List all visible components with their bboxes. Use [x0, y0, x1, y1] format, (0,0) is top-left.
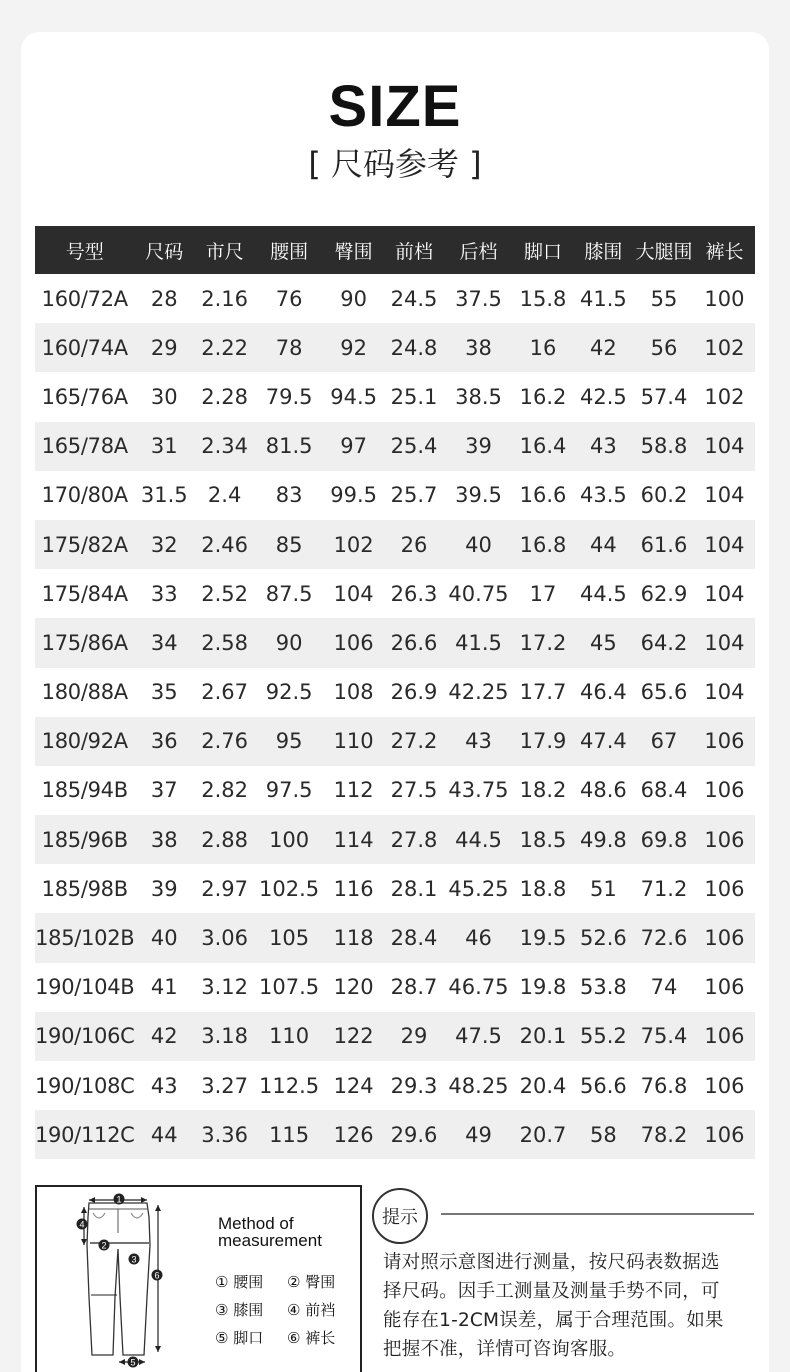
table-row [35, 372, 755, 421]
table-cell: 65.6 [634, 668, 694, 717]
table-cell: 56.6 [573, 1061, 634, 1110]
table-cell: 104 [694, 668, 755, 717]
table-cell: 37 [135, 766, 194, 815]
method-line-1: Method of [218, 1214, 294, 1233]
table-cell: 160/74A [35, 323, 135, 372]
table-cell: 2.34 [194, 422, 255, 471]
table-cell: 42 [135, 1012, 194, 1061]
table-cell: 2.76 [194, 717, 255, 766]
table-cell: 41 [135, 963, 194, 1012]
table-cell: 3.12 [194, 963, 255, 1012]
table-row [35, 766, 755, 815]
table-cell: 20.1 [513, 1012, 572, 1061]
table-cell: 190/112C [35, 1110, 135, 1159]
table-cell: 38 [444, 323, 514, 372]
table-cell: 104 [694, 618, 755, 667]
table-cell: 175/86A [35, 618, 135, 667]
marker-2: 2 [101, 1240, 107, 1251]
table-row [35, 274, 755, 323]
table-cell: 79.5 [255, 372, 323, 421]
table-cell: 19.8 [513, 963, 572, 1012]
table-cell: 75.4 [634, 1012, 694, 1061]
table-cell: 64.2 [634, 618, 694, 667]
table-cell: 118 [323, 913, 384, 962]
table-cell: 92.5 [255, 668, 323, 717]
table-cell: 3.27 [194, 1061, 255, 1110]
table-cell: 17.7 [513, 668, 572, 717]
table-cell: 16.6 [513, 471, 572, 520]
table-cell: 53.8 [573, 963, 634, 1012]
method-heading [218, 1215, 322, 1249]
table-cell: 160/72A [35, 274, 135, 323]
table-cell: 106 [694, 815, 755, 864]
table-row [35, 963, 755, 1012]
table-cell: 60.2 [634, 471, 694, 520]
table-cell: 24.8 [384, 323, 443, 372]
table-cell: 2.28 [194, 372, 255, 421]
table-cell: 32 [135, 520, 194, 569]
table-cell: 99.5 [323, 471, 384, 520]
table-row [35, 618, 755, 667]
table-cell: 2.82 [194, 766, 255, 815]
tip-label: 提示 [382, 1207, 418, 1228]
table-cell: 43 [573, 422, 634, 471]
table-cell: 62.9 [634, 569, 694, 618]
table-cell: 102 [323, 520, 384, 569]
table-cell: 2.67 [194, 668, 255, 717]
table-cell: 170/80A [35, 471, 135, 520]
table-cell: 41.5 [573, 274, 634, 323]
page-subtitle: [ 尺码参考 ] [308, 145, 482, 183]
table-cell: 58 [573, 1110, 634, 1159]
table-cell: 104 [694, 422, 755, 471]
tip-line-4: 把握不准，详情可咨询客服。 [383, 1339, 627, 1360]
table-cell: 112 [323, 766, 384, 815]
tip-line-1: 请对照示意图进行测量，按尺码表数据选 [383, 1252, 720, 1273]
table-cell: 17.2 [513, 618, 572, 667]
table-cell: 72.6 [634, 913, 694, 962]
table-cell: 110 [323, 717, 384, 766]
marker-4: 4 [79, 1219, 85, 1230]
column-header: 后档 [444, 226, 514, 274]
table-row [35, 717, 755, 766]
table-row [35, 1012, 755, 1061]
table-cell: 39 [444, 422, 514, 471]
table-cell: 106 [694, 864, 755, 913]
table-cell: 20.7 [513, 1110, 572, 1159]
table-cell: 114 [323, 815, 384, 864]
column-header: 腰围 [255, 226, 323, 274]
table-cell: 28.7 [384, 963, 443, 1012]
table-cell: 3.06 [194, 913, 255, 962]
table-row [35, 668, 755, 717]
table-cell: 69.8 [634, 815, 694, 864]
table-cell: 57.4 [634, 372, 694, 421]
table-cell: 185/98B [35, 864, 135, 913]
table-cell: 30 [135, 372, 194, 421]
table-cell: 46 [444, 913, 514, 962]
table-cell: 51 [573, 864, 634, 913]
table-row [35, 1061, 755, 1110]
table-cell: 180/88A [35, 668, 135, 717]
table-cell: 106 [323, 618, 384, 667]
tip-line-3: 能存在1-2CM误差，属于合理范围。如果 [383, 1310, 724, 1331]
table-cell: 49.8 [573, 815, 634, 864]
table-row [35, 569, 755, 618]
marker-1: 1 [116, 1194, 122, 1205]
table-cell: 16.4 [513, 422, 572, 471]
table-cell: 48.25 [444, 1061, 514, 1110]
table-cell: 46.4 [573, 668, 634, 717]
table-cell: 106 [694, 766, 755, 815]
table-cell: 78 [255, 323, 323, 372]
table-cell: 46.75 [444, 963, 514, 1012]
column-header: 前档 [384, 226, 443, 274]
table-cell: 165/78A [35, 422, 135, 471]
table-cell: 112.5 [255, 1061, 323, 1110]
table-row [35, 471, 755, 520]
measurement-diagram [35, 1185, 362, 1372]
table-cell: 18.2 [513, 766, 572, 815]
table-cell: 44.5 [444, 815, 514, 864]
table-cell: 25.4 [384, 422, 443, 471]
table-cell: 126 [323, 1110, 384, 1159]
table-row [35, 913, 755, 962]
table-cell: 39 [135, 864, 194, 913]
table-cell: 39.5 [444, 471, 514, 520]
table-cell: 35 [135, 668, 194, 717]
table-cell: 61.6 [634, 520, 694, 569]
table-cell: 43.5 [573, 471, 634, 520]
table-cell: 43 [444, 717, 514, 766]
measurement-legend [215, 1271, 355, 1348]
table-cell: 42.5 [573, 372, 634, 421]
table-cell: 124 [323, 1061, 384, 1110]
table-cell: 78.2 [634, 1110, 694, 1159]
table-cell: 67 [634, 717, 694, 766]
table-cell: 48.6 [573, 766, 634, 815]
table-cell: 45 [573, 618, 634, 667]
table-cell: 40.75 [444, 569, 514, 618]
table-cell: 106 [694, 1012, 755, 1061]
table-row [35, 323, 755, 372]
table-cell: 85 [255, 520, 323, 569]
table-cell: 97 [323, 422, 384, 471]
table-cell: 44 [573, 520, 634, 569]
table-cell: 37.5 [444, 274, 514, 323]
table-cell: 40 [444, 520, 514, 569]
table-cell: 29.6 [384, 1110, 443, 1159]
column-header: 臀围 [323, 226, 384, 274]
table-header-row [35, 226, 755, 274]
table-cell: 38 [135, 815, 194, 864]
table-cell: 25.7 [384, 471, 443, 520]
table-cell: 2.16 [194, 274, 255, 323]
table-cell: 100 [255, 815, 323, 864]
size-table [35, 226, 755, 1159]
table-cell: 18.5 [513, 815, 572, 864]
method-line-2: measurement [218, 1231, 322, 1250]
table-cell: 3.18 [194, 1012, 255, 1061]
table-cell: 108 [323, 668, 384, 717]
table-cell: 110 [255, 1012, 323, 1061]
legend-item: ② 臀围 [287, 1273, 336, 1291]
table-cell: 44.5 [573, 569, 634, 618]
table-cell: 175/82A [35, 520, 135, 569]
marker-6: 6 [154, 1270, 160, 1281]
table-cell: 31.5 [135, 471, 194, 520]
column-header: 号型 [35, 226, 135, 274]
table-cell: 16.8 [513, 520, 572, 569]
legend-item: ④ 前裆 [287, 1301, 336, 1319]
table-cell: 92 [323, 323, 384, 372]
table-cell: 33 [135, 569, 194, 618]
table-row [35, 1110, 755, 1159]
table-cell: 122 [323, 1012, 384, 1061]
table-cell: 165/76A [35, 372, 135, 421]
table-cell: 26.3 [384, 569, 443, 618]
table-cell: 34 [135, 618, 194, 667]
table-cell: 47.4 [573, 717, 634, 766]
table-cell: 2.46 [194, 520, 255, 569]
table-cell: 180/92A [35, 717, 135, 766]
table-cell: 20.4 [513, 1061, 572, 1110]
table-cell: 106 [694, 913, 755, 962]
table-cell: 43 [135, 1061, 194, 1110]
table-cell: 18.8 [513, 864, 572, 913]
table-cell: 27.8 [384, 815, 443, 864]
table-row [35, 422, 755, 471]
table-cell: 76.8 [634, 1061, 694, 1110]
tip-badge [372, 1188, 428, 1244]
table-cell: 105 [255, 913, 323, 962]
table-cell: 16 [513, 323, 572, 372]
table-cell: 2.58 [194, 618, 255, 667]
table-cell: 42 [573, 323, 634, 372]
table-cell: 185/102B [35, 913, 135, 962]
table-row [35, 815, 755, 864]
table-cell: 74 [634, 963, 694, 1012]
table-cell: 49 [444, 1110, 514, 1159]
table-cell: 190/104B [35, 963, 135, 1012]
table-cell: 25.1 [384, 372, 443, 421]
table-cell: 97.5 [255, 766, 323, 815]
table-cell: 102 [694, 372, 755, 421]
table-cell: 90 [323, 274, 384, 323]
table-cell: 28.4 [384, 913, 443, 962]
table-cell: 2.22 [194, 323, 255, 372]
table-cell: 27.5 [384, 766, 443, 815]
table-cell: 120 [323, 963, 384, 1012]
table-cell: 42.25 [444, 668, 514, 717]
table-cell: 27.2 [384, 717, 443, 766]
page-title: SIZE [328, 74, 462, 139]
table-cell: 26.6 [384, 618, 443, 667]
table-cell: 106 [694, 963, 755, 1012]
table-cell: 55 [634, 274, 694, 323]
table-cell: 24.5 [384, 274, 443, 323]
table-cell: 3.36 [194, 1110, 255, 1159]
table-cell: 87.5 [255, 569, 323, 618]
table-cell: 2.4 [194, 471, 255, 520]
table-cell: 41.5 [444, 618, 514, 667]
table-cell: 90 [255, 618, 323, 667]
table-cell: 115 [255, 1110, 323, 1159]
table-cell: 95 [255, 717, 323, 766]
table-cell: 15.8 [513, 274, 572, 323]
table-cell: 56 [634, 323, 694, 372]
table-cell: 44 [135, 1110, 194, 1159]
table-row [35, 864, 755, 913]
table-cell: 106 [694, 1061, 755, 1110]
column-header: 大腿围 [634, 226, 694, 274]
table-cell: 71.2 [634, 864, 694, 913]
legend-item: ③ 膝围 [215, 1301, 264, 1319]
table-cell: 36 [135, 717, 194, 766]
table-cell: 104 [694, 471, 755, 520]
table-cell: 38.5 [444, 372, 514, 421]
table-cell: 28 [135, 274, 194, 323]
table-cell: 106 [694, 717, 755, 766]
table-cell: 17 [513, 569, 572, 618]
table-cell: 102.5 [255, 864, 323, 913]
table-cell: 2.52 [194, 569, 255, 618]
table-cell: 19.5 [513, 913, 572, 962]
table-cell: 2.88 [194, 815, 255, 864]
table-cell: 26.9 [384, 668, 443, 717]
legend-item: ⑥ 裤长 [287, 1329, 336, 1347]
table-cell: 29 [384, 1012, 443, 1061]
tip-divider [441, 1213, 754, 1215]
tip-line-2: 择尺码。因手工测量及测量手势不同，可 [383, 1281, 720, 1302]
table-cell: 102 [694, 323, 755, 372]
table-cell: 190/106C [35, 1012, 135, 1061]
pants-diagram-icon [37, 1187, 197, 1372]
table-cell: 116 [323, 864, 384, 913]
table-cell: 185/96B [35, 815, 135, 864]
table-cell: 28.1 [384, 864, 443, 913]
table-cell: 81.5 [255, 422, 323, 471]
table-cell: 58.8 [634, 422, 694, 471]
table-cell: 104 [323, 569, 384, 618]
table-cell: 26 [384, 520, 443, 569]
table-cell: 185/94B [35, 766, 135, 815]
table-cell: 43.75 [444, 766, 514, 815]
table-cell: 94.5 [323, 372, 384, 421]
table-cell: 40 [135, 913, 194, 962]
table-cell: 76 [255, 274, 323, 323]
column-header: 尺码 [135, 226, 194, 274]
table-cell: 29 [135, 323, 194, 372]
table-cell: 45.25 [444, 864, 514, 913]
table-cell: 68.4 [634, 766, 694, 815]
legend-item: ⑤ 脚口 [215, 1329, 264, 1347]
table-cell: 52.6 [573, 913, 634, 962]
table-cell: 2.97 [194, 864, 255, 913]
table-body [35, 274, 755, 1159]
table-cell: 17.9 [513, 717, 572, 766]
column-header: 裤长 [694, 226, 755, 274]
table-cell: 104 [694, 520, 755, 569]
table-cell: 106 [694, 1110, 755, 1159]
table-cell: 104 [694, 569, 755, 618]
marker-5: 5 [130, 1357, 136, 1368]
column-header: 市尺 [194, 226, 255, 274]
table-cell: 107.5 [255, 963, 323, 1012]
table-row [35, 520, 755, 569]
table-cell: 190/108C [35, 1061, 135, 1110]
table-cell: 47.5 [444, 1012, 514, 1061]
table-cell: 29.3 [384, 1061, 443, 1110]
table-cell: 100 [694, 274, 755, 323]
legend-item: ① 腰围 [215, 1273, 264, 1291]
table-cell: 31 [135, 422, 194, 471]
table-cell: 55.2 [573, 1012, 634, 1061]
column-header: 膝围 [573, 226, 634, 274]
column-header: 脚口 [513, 226, 572, 274]
table-cell: 83 [255, 471, 323, 520]
table-cell: 175/84A [35, 569, 135, 618]
tip-text [383, 1248, 758, 1364]
table-cell: 16.2 [513, 372, 572, 421]
marker-3: 3 [131, 1254, 137, 1265]
